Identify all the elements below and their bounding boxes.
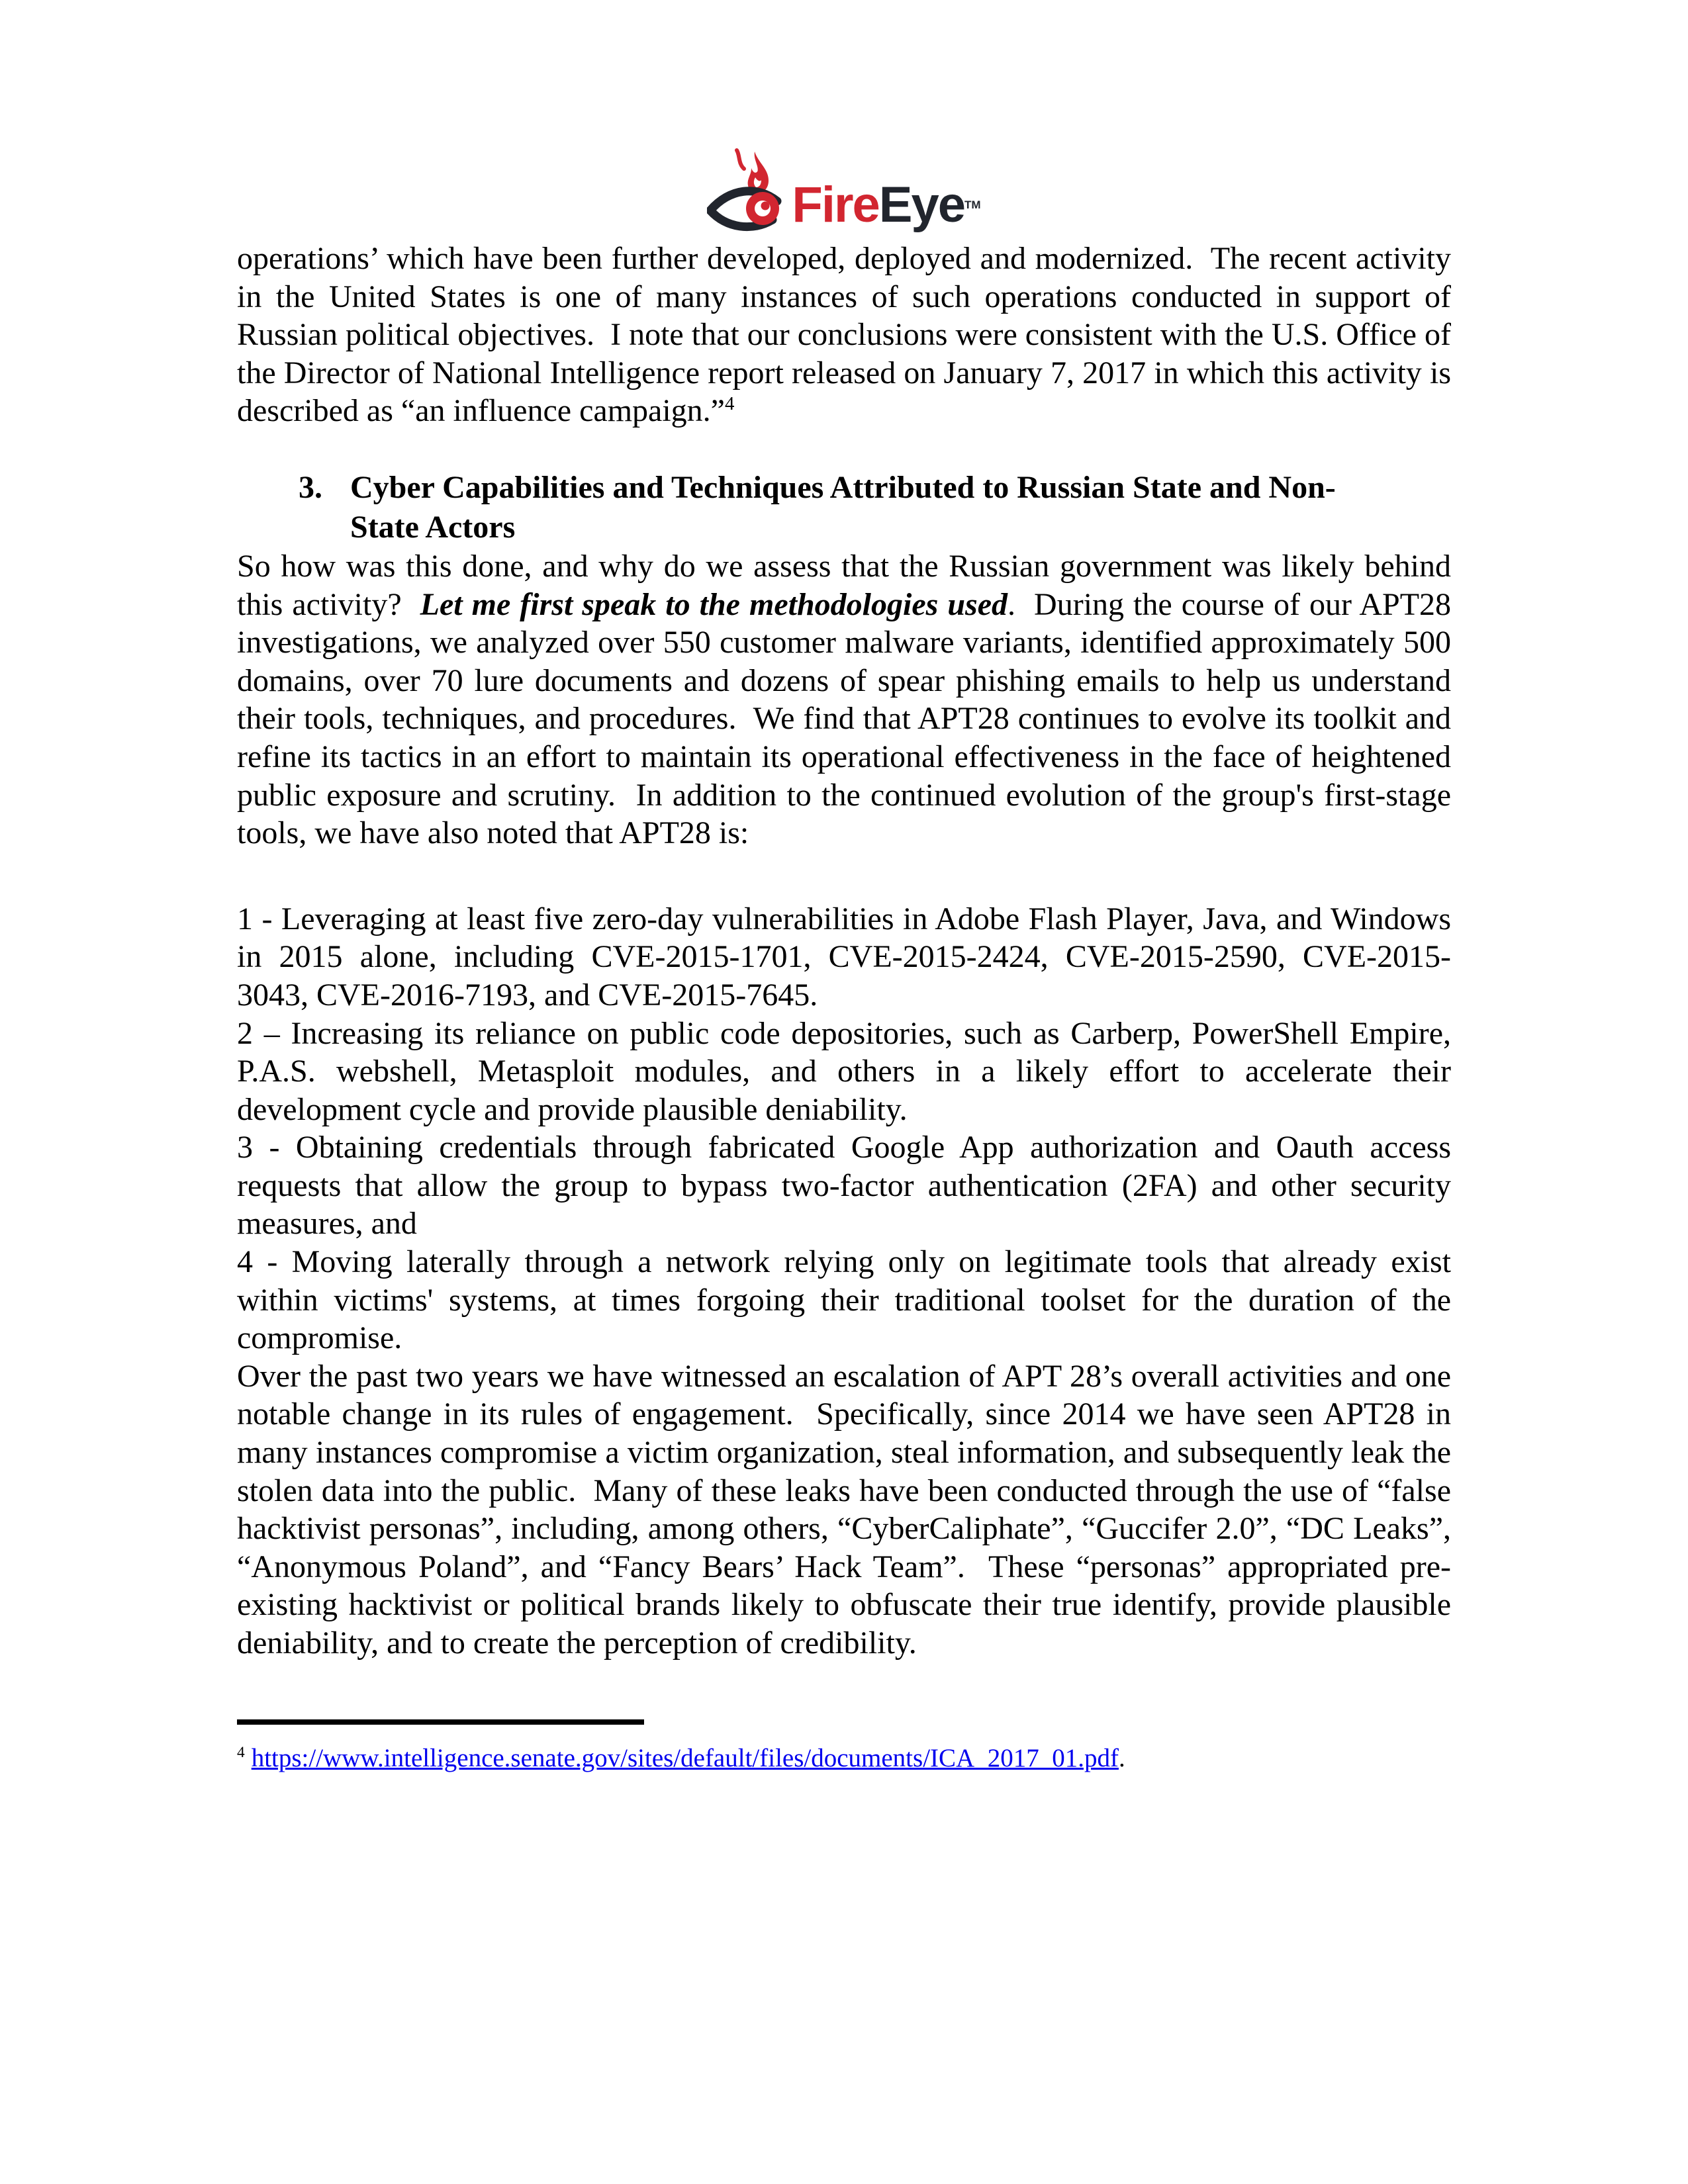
finding-item-4: 4 - Moving laterally through a network relying only on legitimate tools that already exist within victims' systems, at times forgoing their traditional toolset for the duration of the compromise.	[237, 1244, 1459, 1356]
section-title-line1: Cyber Capabilities and Techniques Attributed to Russian State and Non-	[350, 469, 1336, 505]
fireeye-wordmark	[792, 176, 980, 240]
methodology-emphasis: Let me first speak to the methodologies used	[420, 586, 1008, 622]
footnote	[237, 1742, 1451, 1775]
footnote-marker: 4	[237, 1743, 245, 1761]
findings-list	[237, 900, 1459, 1357]
wordmark-fire: Fire	[792, 177, 879, 233]
section-number: 3.	[299, 469, 322, 505]
wordmark-eye: Eye	[878, 177, 965, 233]
footnote-period: .	[1118, 1743, 1125, 1772]
finding-item-1: 1 - Leveraging at least five zero-day vulnerabilities in Adobe Flash Player, Java, and Windows in 2015 alone, including CVE-2015-1701, CVE-2015-2424, CVE-2015-2590, CVE-2015-3043, CVE-2016-7193, and CVE-2015-7645.	[237, 901, 1459, 1013]
methodology-paragraph	[237, 547, 1460, 852]
methodology-rest: . During the course of our APT28 investigations, we analyzed over 550 customer malware variants, identified approximately 500 domains, over 70 lure documents and dozens of spear phishing emails to help us understand their tools, techniques, and procedures. We find that APT28 continues to evolve its toolkit and refine its tactics in an effort to maintain its operational effectiveness in the face of heightened public exposure and scrutiny. In addition to the continued evolution of the group's first-stage tools, we have also noted that APT28 is:	[237, 586, 1460, 851]
footnote-reference-4: 4	[724, 393, 735, 415]
fireeye-logo	[237, 0, 1451, 240]
section-title-line2: State Actors	[350, 509, 516, 545]
section-title	[350, 468, 1336, 547]
fireeye-eye-flame-icon	[707, 146, 788, 240]
finding-item-2: 2 – Increasing its reliance on public code depositories, such as Carberp, PowerShell Empire, P.A.S. webshell, Metasploit modules, and others in a likely effort to accelerate their development cycle and provide plausible deniability.	[237, 1015, 1459, 1127]
section-heading	[299, 468, 1451, 547]
intro-paragraph	[237, 240, 1459, 430]
footnote-link[interactable]: https://www.intelligence.senate.gov/sites/default/files/documents/ICA_2017_01.pdf	[251, 1743, 1119, 1772]
intro-paragraph-text: operations’ which have been further developed, deployed and modernized. The recent activity in the United States is one of many instances of such operations conducted in support of Russian political objectives. I note that our conclusions were consistent with the U.S. Office of the Director of National Intelligence report released on January 7, 2017 in which this activity is described as “an influence campaign.”	[237, 241, 1459, 429]
finding-item-3: 3 - Obtaining credentials through fabricated Google App authorization and Oauth access requests that allow the group to bypass two-factor authentication (2FA) and other security measures, and	[237, 1130, 1459, 1242]
escalation-paragraph: Over the past two years we have witnessed an escalation of APT 28’s overall activities and one notable change in its rules of engagement. Specifically, since 2014 we have seen APT28 in many instances compromise a victim organization, steal information, and subsequently leak the stolen data into the public. Many of these leaks have been conducted through the use of “false hacktivist personas”, including, among others, “CyberCaliphate”, “Guccifer 2.0”, “DC Leaks”, “Anonymous Poland”, and “Fancy Bears’ Hack Team”. These “personas” appropriated pre-existing hacktivist or political brands likely to obfuscate their true identify, provide plausible deniability, and to create the perception of credibility.	[237, 1358, 1459, 1661]
footnote-separator-rule	[237, 1719, 644, 1725]
trademark-symbol: TM	[964, 199, 981, 211]
methodology-lead: So how was this done, and why do we assess that the Russian government was likely behind this activity?	[237, 548, 1459, 622]
